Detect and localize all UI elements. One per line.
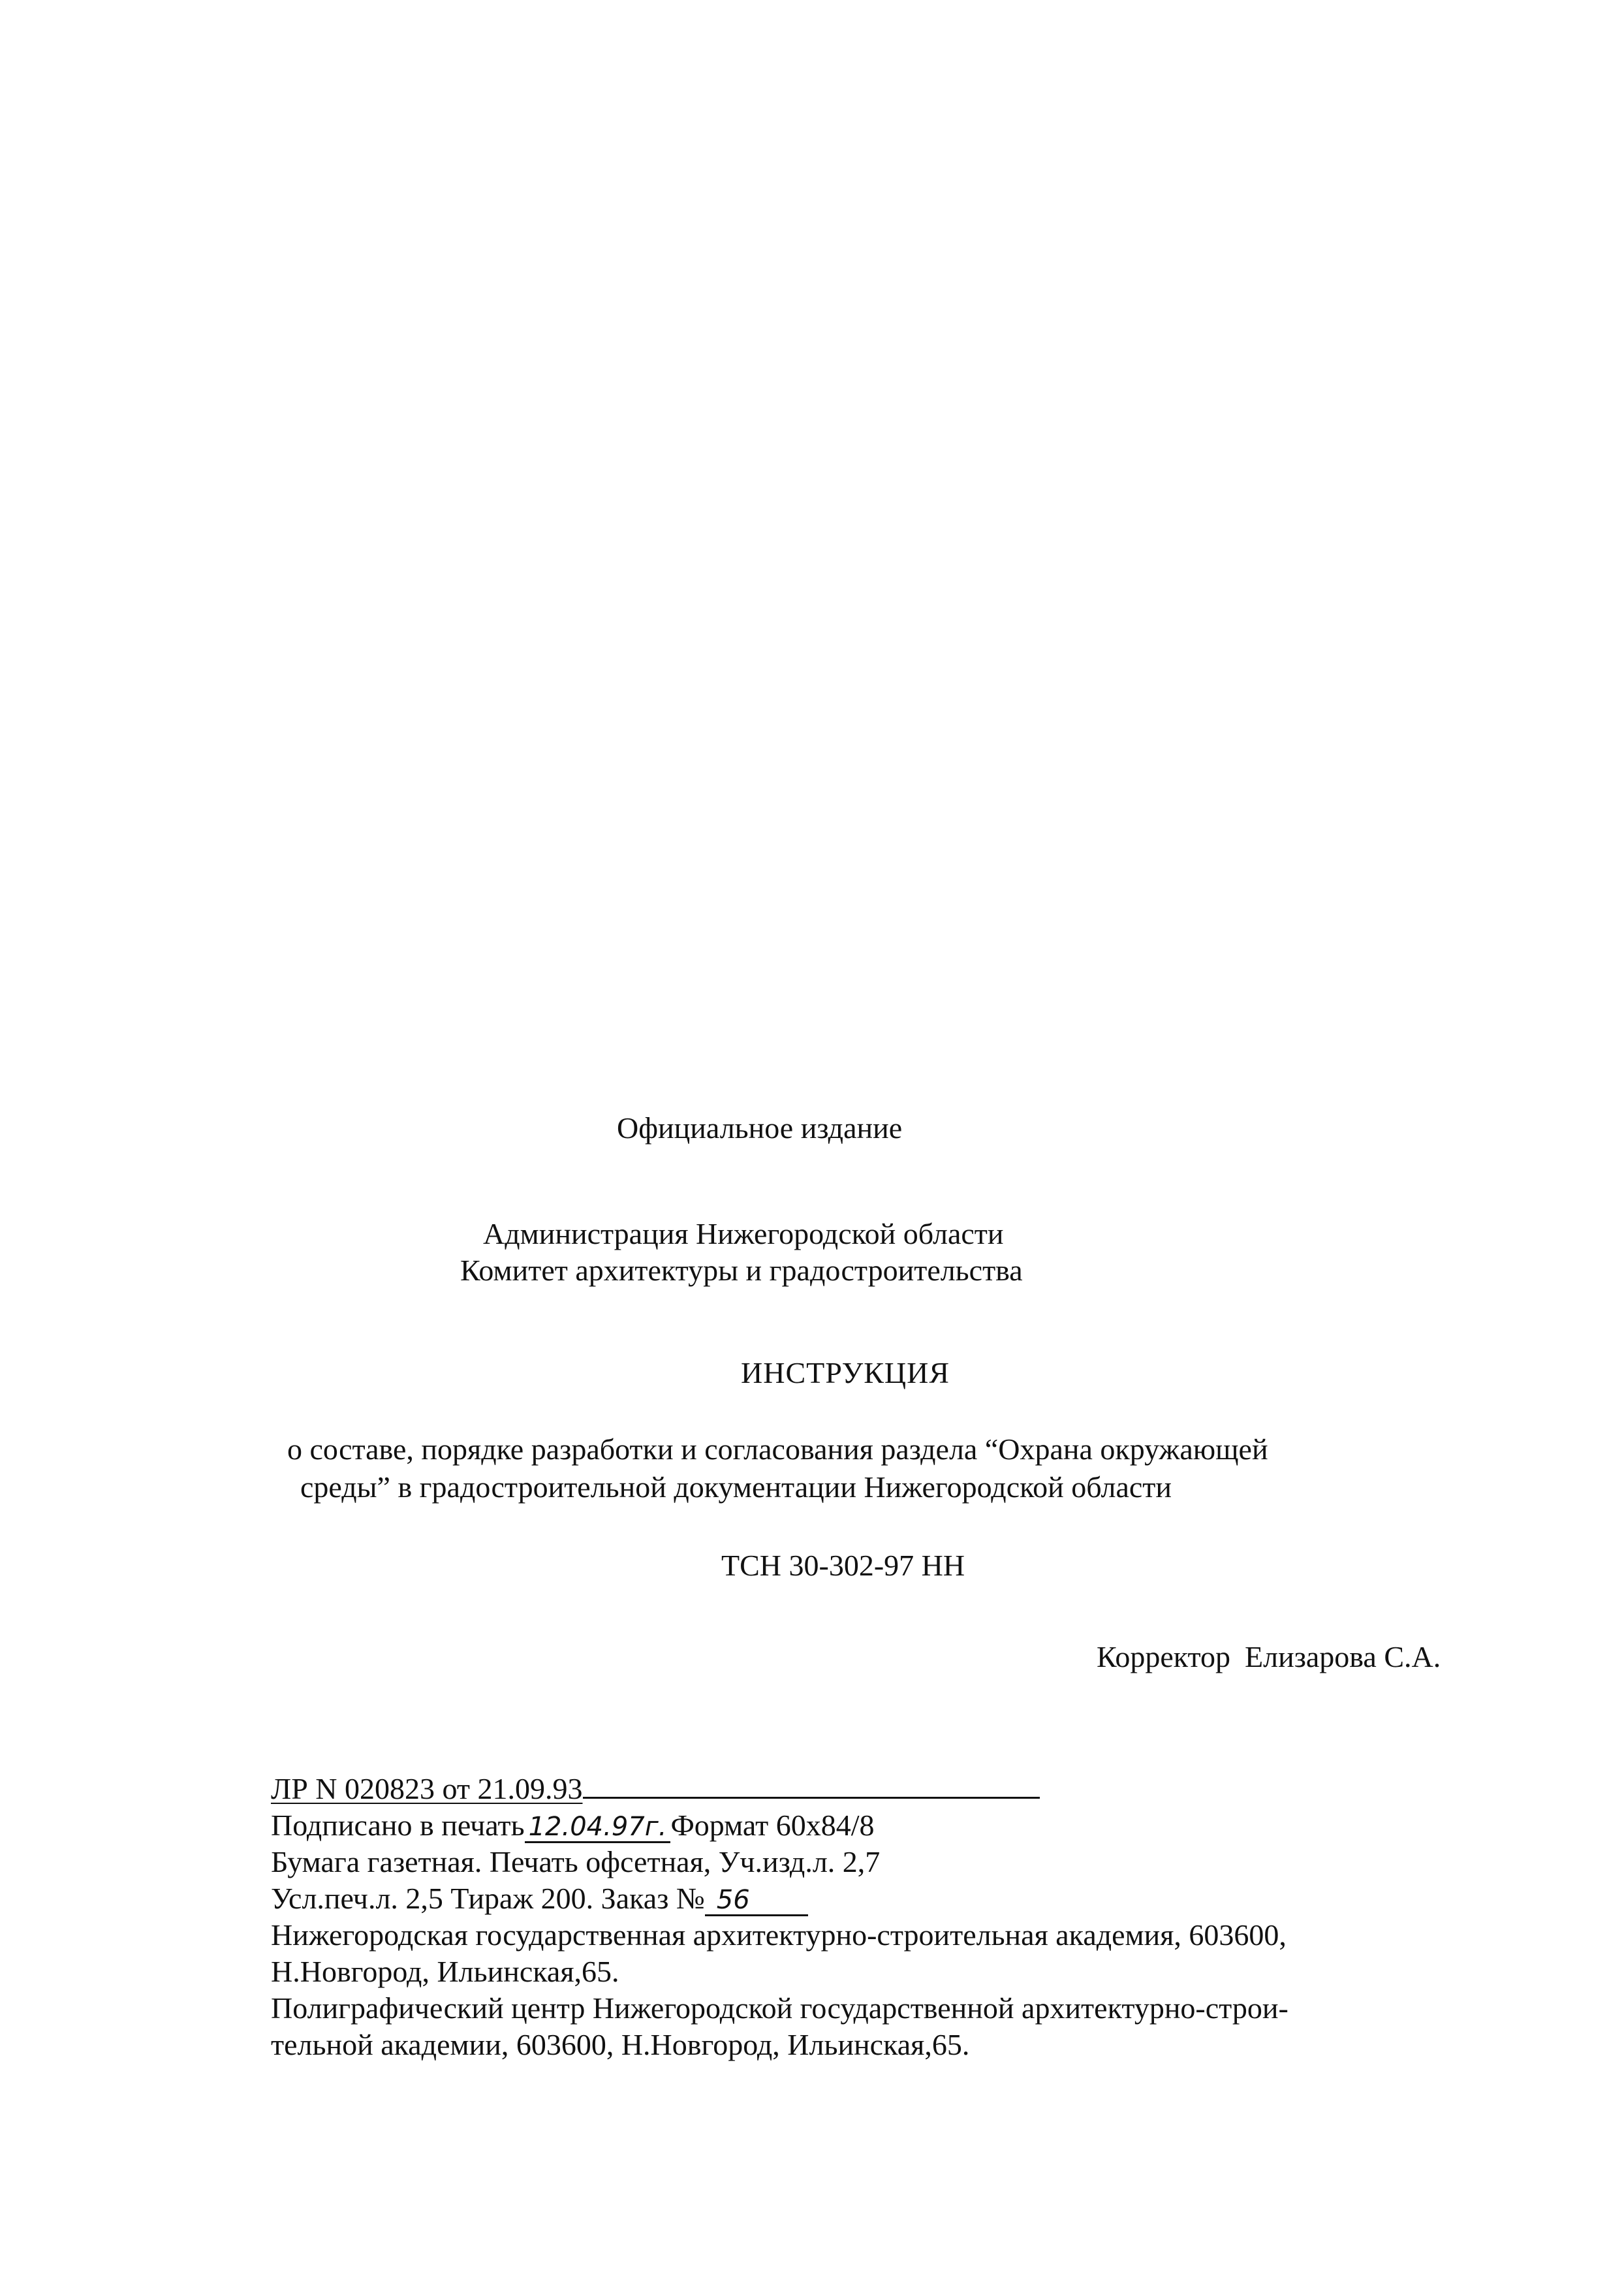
signed-label: Подписано в печать <box>271 1809 525 1842</box>
license-number: ЛР N 020823 от 21.09.93 <box>271 1772 583 1805</box>
print-sheets-row <box>271 1880 1288 1917</box>
publisher-committee: Комитет архитектуры и градостроительства <box>460 1254 1023 1287</box>
signed-row <box>271 1807 1288 1844</box>
print-sheets-label: Усл.печ.л. 2,5 Тираж 200. Заказ № <box>271 1882 705 1915</box>
corrector-name: Елизарова С.А. <box>1245 1640 1441 1673</box>
printer-line-1: Полиграфический центр Нижегородской государственной архитектурно-строи- <box>271 1991 1288 2025</box>
corrector-credit <box>1097 1639 1441 1675</box>
signed-date-handwritten: 12.04.97г. <box>525 1812 671 1843</box>
format-label: Формат 60х84/8 <box>670 1809 875 1842</box>
license-underline <box>583 1771 1040 1799</box>
printer-line-2: тельной академии, 603600, Н.Новгород, Ильинская,65. <box>271 2028 970 2061</box>
official-edition-label: Официальное издание <box>617 1111 903 1145</box>
academy-line-1: Нижегородская государственная архитектурно-строительная академия, 603600, <box>271 1918 1287 1952</box>
publisher-administration: Администрация Нижегородской области <box>483 1217 1004 1250</box>
imprint-block <box>271 1771 1288 2063</box>
order-number-handwritten: 56 <box>705 1886 808 1916</box>
academy-line-2: Н.Новгород, Ильинская,65. <box>271 1955 619 1988</box>
document-subject-line-1: о составе, порядке разработки и согласования раздела “Охрана окружающей <box>287 1432 1268 1466</box>
document-code: ТСН 30-302-97 НН <box>721 1549 965 1582</box>
document-subject-line-2: среды” в градостроительной документации Нижегородской области <box>300 1470 1172 1504</box>
license-row <box>271 1771 1288 1807</box>
corrector-label: Корректор <box>1097 1640 1231 1673</box>
document-type-title: ИНСТРУКЦИЯ <box>741 1356 950 1389</box>
paper-row: Бумага газетная. Печать офсетная, Уч.изд.л. 2,7 <box>271 1845 881 1878</box>
